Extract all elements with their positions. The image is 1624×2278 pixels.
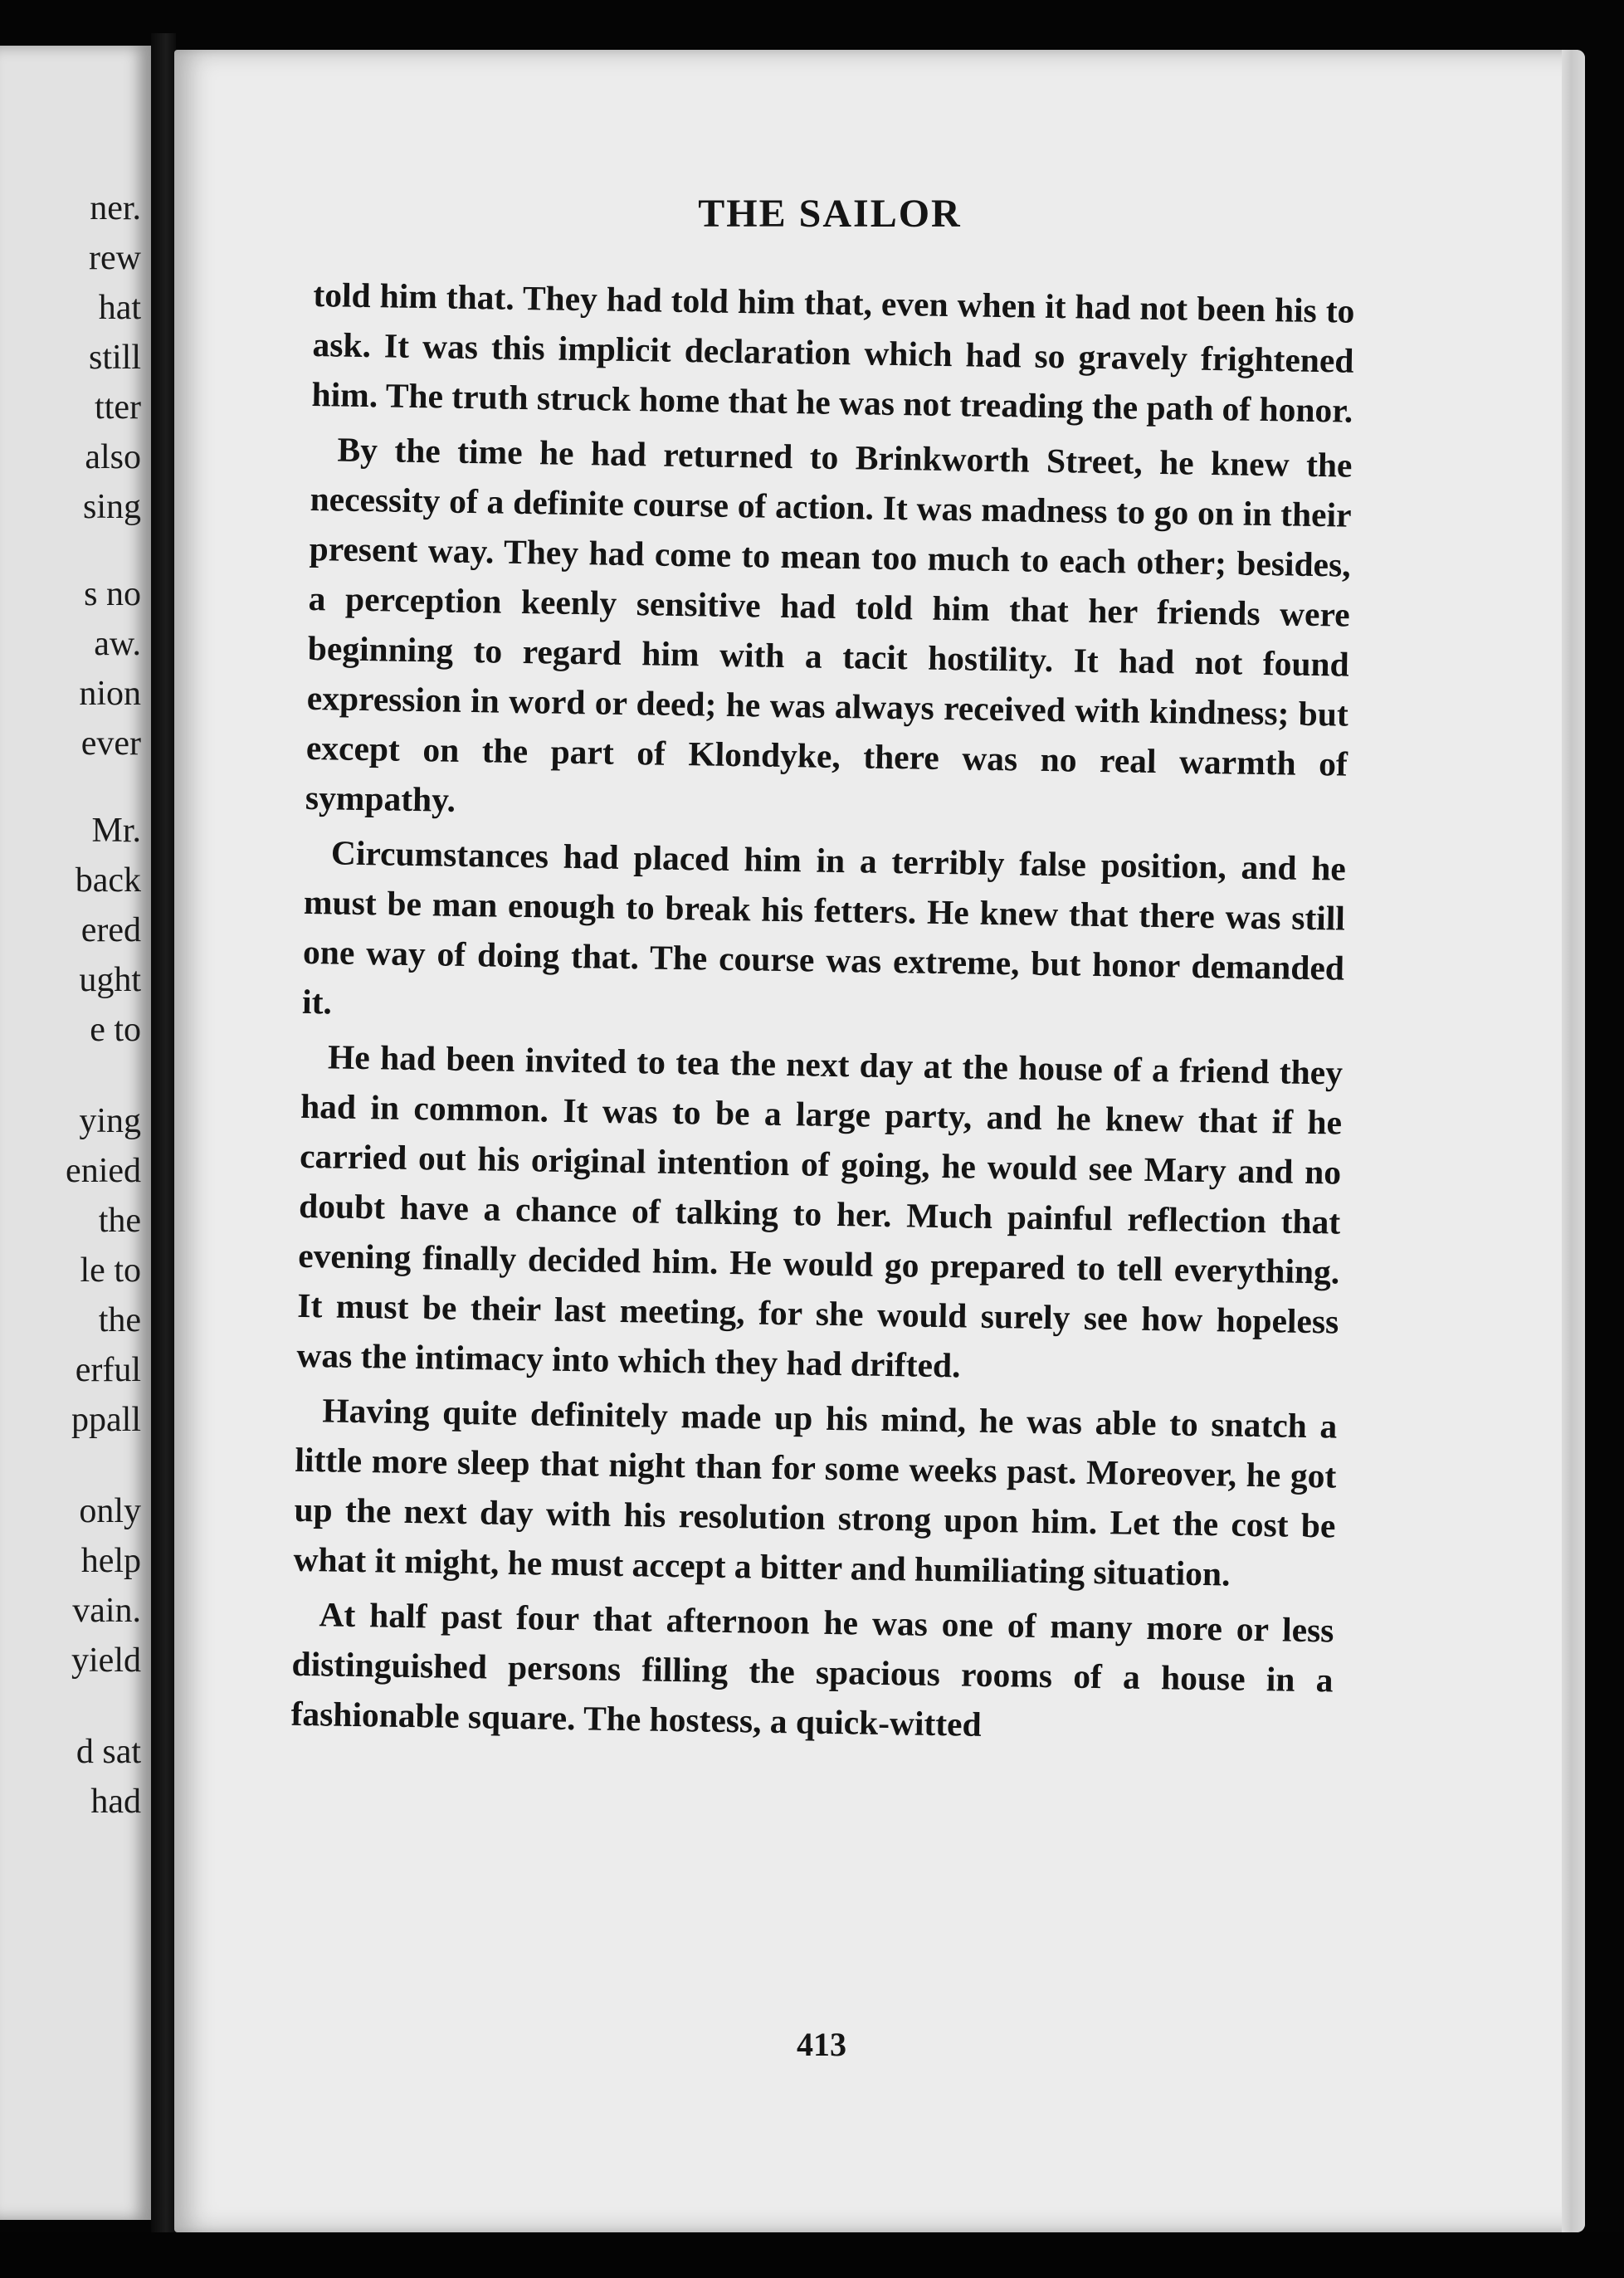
left-page-fragment: ppall [71, 1401, 141, 1439]
left-page-fragment: yield [71, 1641, 141, 1680]
running-head: THE SAILOR [698, 192, 962, 236]
left-page-fragment: aw. [94, 625, 141, 663]
left-page-fragment: e to [90, 1011, 141, 1049]
left-page-fragment: s no [84, 575, 141, 613]
left-page-fragment: d sat [76, 1733, 141, 1771]
scan-bottom-band [0, 2232, 1624, 2278]
left-page-fragment: still [88, 339, 141, 377]
page-number: 413 [797, 2026, 846, 2063]
left-page-fragment: rew [89, 239, 141, 277]
left-page-fragment: tter [95, 388, 141, 427]
left-page-fragment: ying [79, 1102, 141, 1140]
left-page-fragment: had [90, 1783, 141, 1821]
left-page-fragment: sing [82, 488, 141, 526]
left-page-fragment: Mr. [91, 812, 141, 850]
left-page-fragment: only [79, 1492, 141, 1530]
paragraph: By the time he had returned to Brinkworth Street, he knew the necessity of a definite course of action. It was madness to go on in their present way. They had come to mean too much to each other; besides, a perception keenly sensitive had told him that her friends were beginning to regard him with a tacit hostility. It had not found expression in word or deed; he was always received with kindness; but except on the part of Klondyke, there was no real warmth of sympathy. [305, 430, 1353, 819]
left-page-fragment: ner. [90, 189, 141, 227]
left-page-fragment: vain. [72, 1592, 141, 1630]
main-page [174, 50, 1585, 2232]
left-page-fragment: ught [79, 961, 141, 999]
left-page-fragment: back [75, 861, 141, 900]
paragraph: He had been invited to tea the next day at the house of a friend they had in common. It was to be a large party, and he knew that if he carried out his original intention of going, he would see Mary and no doubt have a chance of talking to her. Much painful reflection that evening finally decided him. He would go prepared to tell everything. It must be their last meeting, for she would surely see how hopeless was the intimacy into which they had drifted. [296, 1037, 1344, 1385]
body-text [290, 270, 1355, 1759]
left-page-fragment: ered [80, 911, 141, 949]
left-page-fragment: also [85, 438, 141, 476]
paragraph: Having quite definitely made up his mind, he was able to snatch a little more sleep that night than for some weeks past. Moreover, he got up the next day with his resolution strong upon him. Let the cost be what it might, he must accept a bitter and humiliating situation. [293, 1391, 1338, 1593]
left-page-fragment: erful [75, 1351, 141, 1389]
left-page-fragment: help [80, 1542, 141, 1580]
left-page-fragment: ever [80, 724, 141, 763]
paragraph: At half past four that afternoon he was one of many more or less distinguished persons filling the spacious rooms of a house in a fashionable square. The hostess, a quick-witted [290, 1595, 1334, 1744]
paragraph: told him that. They had told him that, even when it had not been his to ask. It was this implicit declaration which had so gravely frightened him. The truth struck home that he was not treading the path of honor. [311, 275, 1355, 430]
left-page-fragment: enied [66, 1152, 141, 1190]
paragraph: Circumstances had placed him in a terribly false position, and he must be man enough to break his fetters. He knew that there was still one way of doing that. The course was extreme, but honor demanded it. [301, 833, 1347, 1022]
book-gutter [151, 33, 176, 2241]
left-page-fragment: nion [79, 675, 141, 713]
left-page-fragment: hat [98, 289, 141, 327]
left-page-fragment: le to [80, 1251, 141, 1290]
page-edge [1562, 50, 1585, 2232]
left-page-fragment: the [98, 1202, 141, 1240]
left-page-fragment: the [98, 1301, 141, 1339]
left-facing-page [0, 46, 151, 2220]
